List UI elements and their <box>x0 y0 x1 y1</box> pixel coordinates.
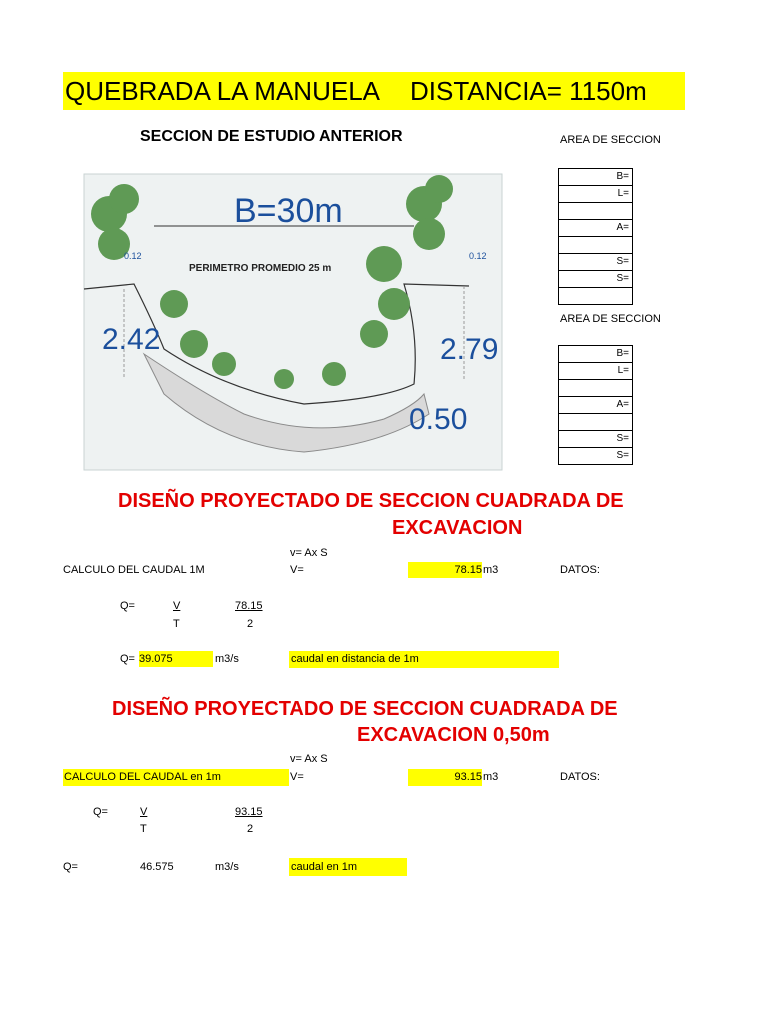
table-cell: B= <box>559 169 633 186</box>
area-table-2 <box>558 345 633 465</box>
table-cell <box>559 288 633 305</box>
table-cell: A= <box>559 220 633 237</box>
table-cell <box>559 203 633 220</box>
design2-q-result-label: Q= <box>63 861 78 873</box>
design1-q-unit: m3/s <box>215 653 239 665</box>
right-small-label: 0.12 <box>469 251 487 261</box>
design1-num-value: 78.15 <box>235 600 263 612</box>
width-label: B=30m <box>234 192 343 230</box>
stream-name: QUEBRADA LA MANUELA <box>65 76 380 106</box>
left-small-label: 0.12 <box>124 251 142 261</box>
area-label-2: AREA DE SECCION <box>560 313 661 325</box>
design2-calc-label: CALCULO DEL CAUDAL en 1m <box>63 769 289 786</box>
design1-q-result: 39.075 <box>139 651 213 667</box>
table-cell: S= <box>559 254 633 271</box>
design1-q-denominator: T <box>173 618 180 630</box>
bottom-depth-label: 0.50 <box>409 403 468 436</box>
design1-q-numerator: V <box>173 600 181 612</box>
table-cell <box>559 380 633 397</box>
design1-calc-label: CALCULO DEL CAUDAL 1M <box>63 564 205 576</box>
cross-section-image <box>84 174 502 470</box>
design1-datos: DATOS: <box>560 564 600 576</box>
design2-num-value: 93.15 <box>235 806 263 818</box>
area-label-1: AREA DE SECCION <box>560 134 661 146</box>
distance-label: DISTANCIA= 1150m <box>410 76 647 106</box>
design2-note: caudal en 1m <box>289 858 407 876</box>
design2-v-label: V= <box>290 771 304 783</box>
design1-note: caudal en distancia de 1m <box>289 651 559 668</box>
design1-q-label: Q= <box>120 600 135 612</box>
design2-q-result: 46.575 <box>140 861 174 873</box>
design2-q-numerator: V <box>140 806 148 818</box>
table-cell: S= <box>559 271 633 288</box>
design2-q-unit: m3/s <box>215 861 239 873</box>
design1-q-result-label: Q= <box>120 653 135 665</box>
table-cell <box>559 237 633 254</box>
design2-heading-line1: DISEÑO PROYECTADO DE SECCION CUADRADA DE <box>112 698 618 720</box>
design1-formula: v= Ax S <box>290 547 328 559</box>
design2-q-denominator: T <box>140 823 147 835</box>
area-table-1 <box>558 168 633 305</box>
design1-v-label: V= <box>290 564 304 576</box>
sheet-title <box>63 72 685 110</box>
design2-heading-line2: EXCAVACION 0,50m <box>357 724 550 746</box>
perimeter-label: PERIMETRO PROMEDIO 25 m <box>189 263 332 274</box>
design1-heading-line1: DISEÑO PROYECTADO DE SECCION CUADRADA DE <box>118 490 624 512</box>
design2-v-value: 93.15 <box>408 769 482 786</box>
table-cell: L= <box>559 186 633 203</box>
table-cell: S= <box>559 448 633 465</box>
section-label: SECCION DE ESTUDIO ANTERIOR <box>140 128 403 145</box>
table-cell <box>559 414 633 431</box>
design2-v-unit: m3 <box>483 771 499 783</box>
right-depth-label: 2.79 <box>440 333 499 366</box>
design2-formula: v= Ax S <box>290 753 328 765</box>
left-depth-label: 2.42 <box>102 323 161 356</box>
table-cell: L= <box>559 363 633 380</box>
design2-datos: DATOS: <box>560 771 600 783</box>
design1-heading-line2: EXCAVACION <box>392 517 523 539</box>
table-cell: A= <box>559 397 633 414</box>
design1-v-value: 78.15 <box>408 562 482 578</box>
table-cell: B= <box>559 346 633 363</box>
design2-q-label: Q= <box>93 806 108 818</box>
design1-v-unit: m3 <box>483 564 499 576</box>
design1-den-value: 2 <box>247 618 254 630</box>
table-cell: S= <box>559 431 633 448</box>
design2-den-value: 2 <box>247 823 254 835</box>
